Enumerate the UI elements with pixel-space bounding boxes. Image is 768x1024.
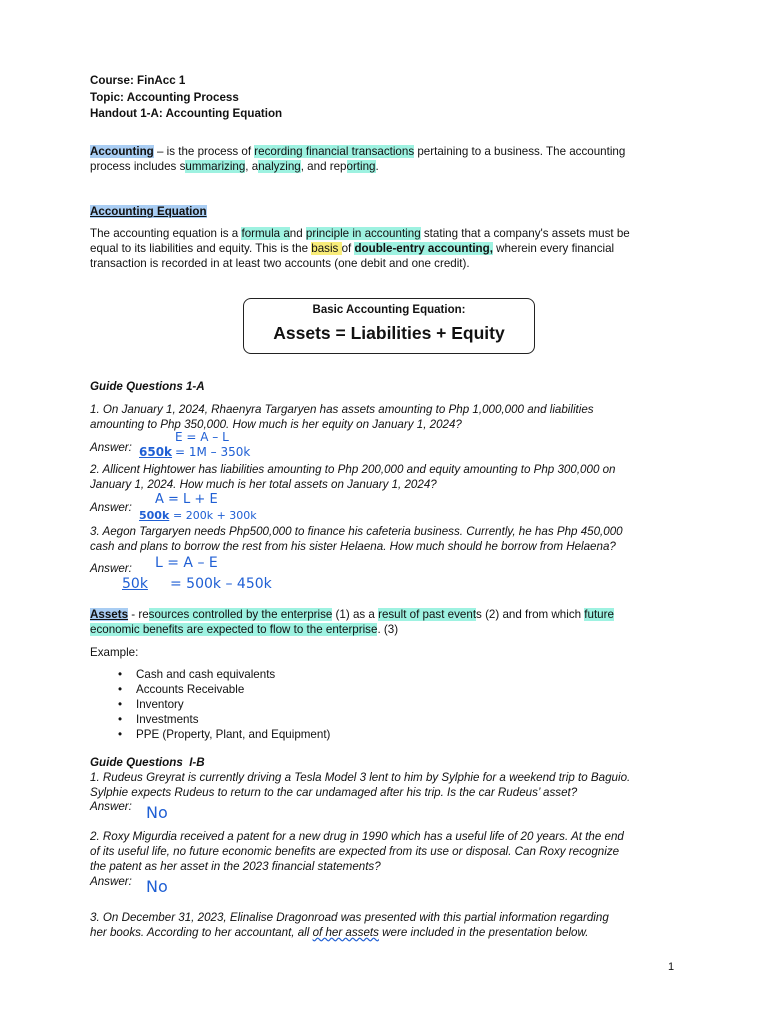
- basic-accounting-equation: Assets = Liabilities + Equity: [273, 323, 505, 343]
- handwritten-answer: No: [146, 877, 168, 896]
- handwritten-formula: A = L + E: [155, 492, 218, 507]
- course-line: Course: FinAcc 1: [90, 74, 186, 87]
- assets-definition-line-1: [90, 607, 614, 622]
- highlight: formula a: [241, 227, 290, 240]
- text: s (2) and from which: [476, 608, 585, 621]
- question-1a-2-line-2: January 1, 2024. How much is her total assets on January 1, 2024?: [90, 478, 437, 491]
- list-item: • Cash and cash equivalents: [118, 667, 330, 682]
- text: .: [375, 160, 379, 173]
- question-1a-1-line-2: amounting to Php 350,000. How much is her equity on January 1, 2024?: [90, 418, 462, 431]
- question-1b-2-line-1: 2. Roxy Migurdia received a patent for a new drug in 1990 which has a useful life of 20 years. At the end: [90, 830, 624, 843]
- handwritten-working: = 1M – 350k: [175, 445, 251, 459]
- underlined-phrase: of her assets: [312, 926, 379, 939]
- text: , a: [245, 160, 259, 173]
- accounting-term: Accounting: [90, 145, 154, 158]
- list-item: • PPE (Property, Plant, and Equipment): [118, 727, 330, 742]
- examples-list: [118, 667, 330, 742]
- handwritten-working: = 500k – 450k: [170, 576, 272, 592]
- guide-questions-1a-title: Guide Questions 1-A: [90, 380, 205, 393]
- highlight: result of past event: [378, 608, 477, 621]
- text: stating that a company's assets must be: [420, 227, 630, 240]
- answer-label: Answer:: [90, 501, 132, 514]
- highlight: economic benefits are expected to flow to the enterprise: [90, 623, 378, 636]
- highlight: orting: [346, 160, 376, 173]
- handwritten-answer: 500k: [139, 509, 170, 522]
- question-1a-2-line-1: 2. Allicent Hightower has liabilities amounting to Php 200,000 and equity amounting to Php 300,000 on: [90, 463, 616, 476]
- assets-term: Assets: [90, 608, 129, 621]
- handwritten-working: = 200k + 300k: [173, 509, 257, 522]
- highlight: basis: [311, 242, 342, 255]
- page-number: 1: [668, 961, 675, 973]
- equation-paragraph-line-3: transaction is recorded in at least two accounts (one debit and one credit).: [90, 257, 470, 270]
- text: of: [341, 242, 355, 255]
- handwritten-formula: E = A – L: [175, 430, 229, 444]
- highlight: ummarizing: [185, 160, 246, 173]
- text: . (3): [377, 623, 399, 636]
- question-1b-2-line-2: of its useful life, no future economic benefits are expected from its use or disposal. Can Roxy recognize: [90, 845, 620, 858]
- question-1a-1-line-1: 1. On January 1, 2024, Rhaenyra Targaryen has assets amounting to Php 1,000,000 and liabilities: [90, 403, 594, 416]
- text: equal to its liabilities and equity. This is the: [90, 242, 312, 255]
- highlight: recording financial transactions: [254, 145, 415, 158]
- assets-definition-line-2: [90, 622, 398, 637]
- equation-paragraph-line-1: [90, 226, 630, 241]
- question-1a-3-line-1: 3. Aegon Targaryen needs Php500,000 to finance his cafeteria business. Currently, he has Php 450,000: [90, 525, 623, 538]
- highlight: nalyzing: [258, 160, 301, 173]
- handwritten-answer: No: [146, 803, 168, 822]
- text: were included in the presentation below.: [378, 926, 589, 939]
- handout-line: Handout 1-A: Accounting Equation: [90, 107, 283, 120]
- text: – is the process of: [153, 145, 255, 158]
- question-1b-3-line-2: [90, 925, 588, 940]
- text: process includes s: [90, 160, 186, 173]
- answer-label: Answer:: [90, 800, 132, 813]
- answer-label: Answer:: [90, 441, 132, 454]
- answer-label: Answer:: [90, 562, 132, 575]
- accounting-definition-line-2: [90, 159, 379, 174]
- question-1b-1-line-1: 1. Rudeus Greyrat is currently driving a Tesla Model 3 lent to him by Sylphie for a weekend trip to Baguio.: [90, 771, 631, 784]
- answer-label: Answer:: [90, 875, 132, 888]
- question-1b-2-line-3: the patent as her asset in the 2023 financial statements?: [90, 860, 381, 873]
- text: The accounting equation is a: [90, 227, 242, 240]
- question-1a-3-line-2: cash and plans to borrow the rest from his sister Helaena. How much should he borrow from Helaena?: [90, 540, 616, 553]
- text: - re: [128, 608, 149, 621]
- handwritten-answer: 650k: [139, 445, 173, 459]
- list-item: • Inventory: [118, 697, 330, 712]
- text: (1) as a: [332, 608, 379, 621]
- equation-paragraph-line-2: [90, 241, 614, 256]
- section-heading-accounting-equation: [90, 204, 207, 219]
- handwritten-answer: 50k: [122, 576, 148, 592]
- example-label: Example:: [90, 646, 139, 659]
- highlight: double-entry accounting,: [354, 242, 493, 255]
- highlight: principle in accounting: [305, 227, 421, 240]
- text: pertaining to a business. The accounting: [414, 145, 626, 158]
- topic-line: Topic: Accounting Process: [90, 91, 239, 104]
- equation-box: [243, 298, 535, 354]
- question-1b-1-line-2: Sylphie expects Rudeus to return to the car undamaged after his trip. Is the car Rudeus’ asset?: [90, 786, 578, 799]
- text: her books. According to her accountant, all: [90, 926, 313, 939]
- text: , and rep: [300, 160, 347, 173]
- accounting-definition-line-1: [90, 144, 625, 159]
- list-item: • Accounts Receivable: [118, 682, 330, 697]
- handwritten-formula: L = A – E: [155, 555, 218, 571]
- text: wherein every financial: [492, 242, 615, 255]
- equation-box-caption: Basic Accounting Equation:: [312, 304, 466, 316]
- text: nd: [289, 227, 306, 240]
- question-1b-3-line-1: 3. On December 31, 2023, Elinalise Dragonroad was presented with this partial information regarding: [90, 911, 609, 924]
- highlight: sources controlled by the enterprise: [148, 608, 333, 621]
- heading-text: Accounting Equation: [90, 205, 207, 218]
- guide-questions-1b-title: Guide Questions I-B: [90, 756, 205, 769]
- highlight: future: [584, 608, 614, 621]
- list-item: • Investments: [118, 712, 330, 727]
